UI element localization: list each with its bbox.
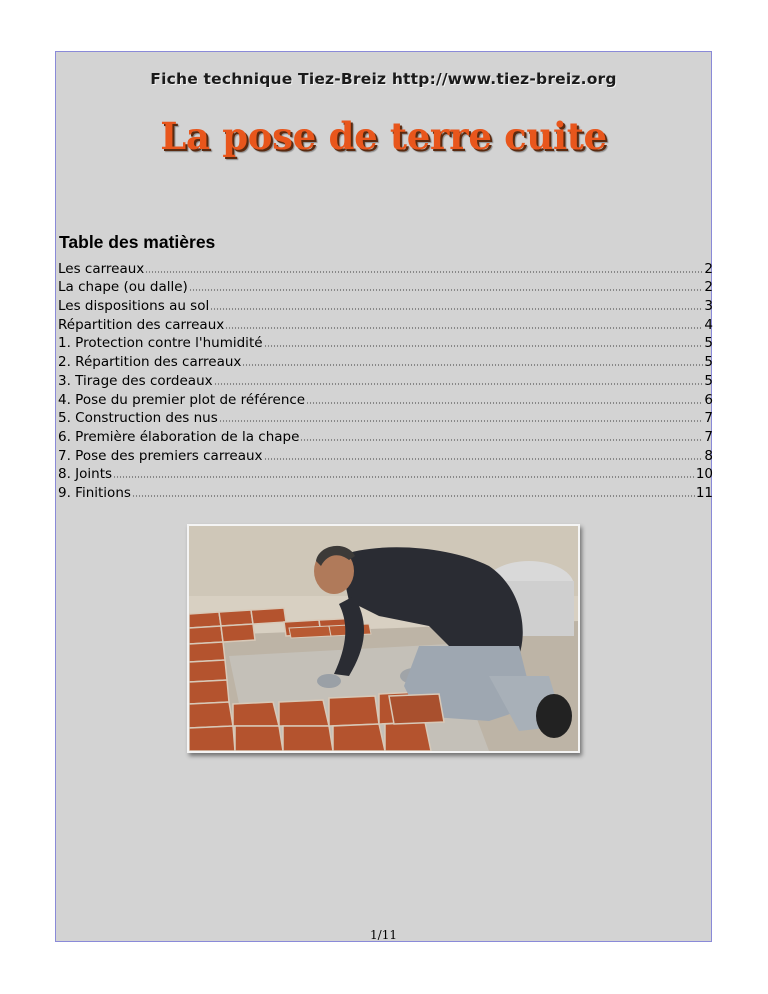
toc-entry-page: 5: [704, 354, 713, 371]
toc-entry-label[interactable]: 8. Joints: [58, 466, 113, 483]
toc-entry[interactable]: [58, 333, 713, 352]
toc-entry-page: 6: [704, 391, 713, 408]
toc-entry-page: 4: [704, 316, 713, 333]
toc-leader-dots: [145, 271, 703, 273]
toc-entry[interactable]: [58, 389, 713, 408]
toc-entry-label[interactable]: 1. Protection contre l'humidité: [58, 335, 263, 352]
toc-entry-label[interactable]: 2. Répartition des carreaux: [58, 354, 242, 371]
toc-entry[interactable]: [58, 295, 713, 314]
toc-entry-page: 7: [704, 410, 713, 427]
toc-entry-page: 5: [704, 372, 713, 389]
toc-entry-page: 11: [695, 484, 713, 501]
toc-entry-label[interactable]: 7. Pose des premiers carreaux: [58, 447, 263, 464]
toc-entry-label[interactable]: Répartition des carreaux: [58, 316, 225, 333]
toc-entry-page: 5: [704, 335, 713, 352]
toc-entry[interactable]: [58, 277, 713, 296]
toc-entry[interactable]: [58, 370, 713, 389]
toc-leader-dots: [264, 458, 704, 460]
toc-entry-label[interactable]: 9. Finitions: [58, 484, 131, 501]
toc-leader-dots: [132, 495, 695, 497]
toc-entry[interactable]: [58, 258, 713, 277]
toc-leader-dots: [300, 439, 703, 441]
toc-leader-dots: [214, 383, 704, 385]
toc-entry-page: 10: [695, 466, 713, 483]
toc-entry-page: 8: [704, 447, 713, 464]
toc-leader-dots: [225, 327, 703, 329]
toc-leader-dots: [219, 420, 704, 422]
toc-leader-dots: [306, 402, 703, 404]
toc-leader-dots: [113, 476, 695, 478]
toc-entry-page: 2: [704, 279, 713, 296]
toc-heading: Table des matières: [59, 232, 216, 252]
toc-entry-label[interactable]: 4. Pose du premier plot de référence: [58, 391, 306, 408]
toc-entry[interactable]: [58, 445, 713, 464]
toc-leader-dots: [210, 308, 703, 310]
toc-entry[interactable]: [58, 464, 713, 483]
toc-entry-page: 2: [704, 260, 713, 277]
toc-entry[interactable]: [58, 408, 713, 427]
toc-entry-label[interactable]: 5. Construction des nus: [58, 410, 218, 427]
toc-entry-label[interactable]: La chape (ou dalle): [58, 279, 188, 296]
page-number: 1/11: [370, 928, 397, 942]
toc-entry-label[interactable]: Les carreaux: [58, 260, 145, 277]
toc-entry[interactable]: [58, 482, 713, 501]
toc-entry-page: 3: [704, 298, 713, 315]
document-title: La pose de terre cuite: [160, 114, 607, 158]
tiler-photo: [187, 524, 580, 753]
toc-leader-dots: [242, 364, 703, 366]
toc-entry-label[interactable]: 6. Première élaboration de la chape: [58, 428, 300, 445]
toc-entry[interactable]: [58, 426, 713, 445]
toc-entry[interactable]: [58, 314, 713, 333]
toc-entry-label[interactable]: Les dispositions au sol: [58, 298, 210, 315]
toc-entry-page: 7: [704, 428, 713, 445]
table-of-contents: [58, 258, 713, 501]
toc-entry-label[interactable]: 3. Tirage des cordeaux: [58, 372, 213, 389]
toc-leader-dots: [264, 345, 704, 347]
document-page: [55, 51, 712, 942]
toc-entry[interactable]: [58, 351, 713, 370]
page-header: Fiche technique Tiez-Breiz http://www.tiez-breiz.org: [150, 70, 617, 88]
toc-leader-dots: [189, 289, 704, 291]
